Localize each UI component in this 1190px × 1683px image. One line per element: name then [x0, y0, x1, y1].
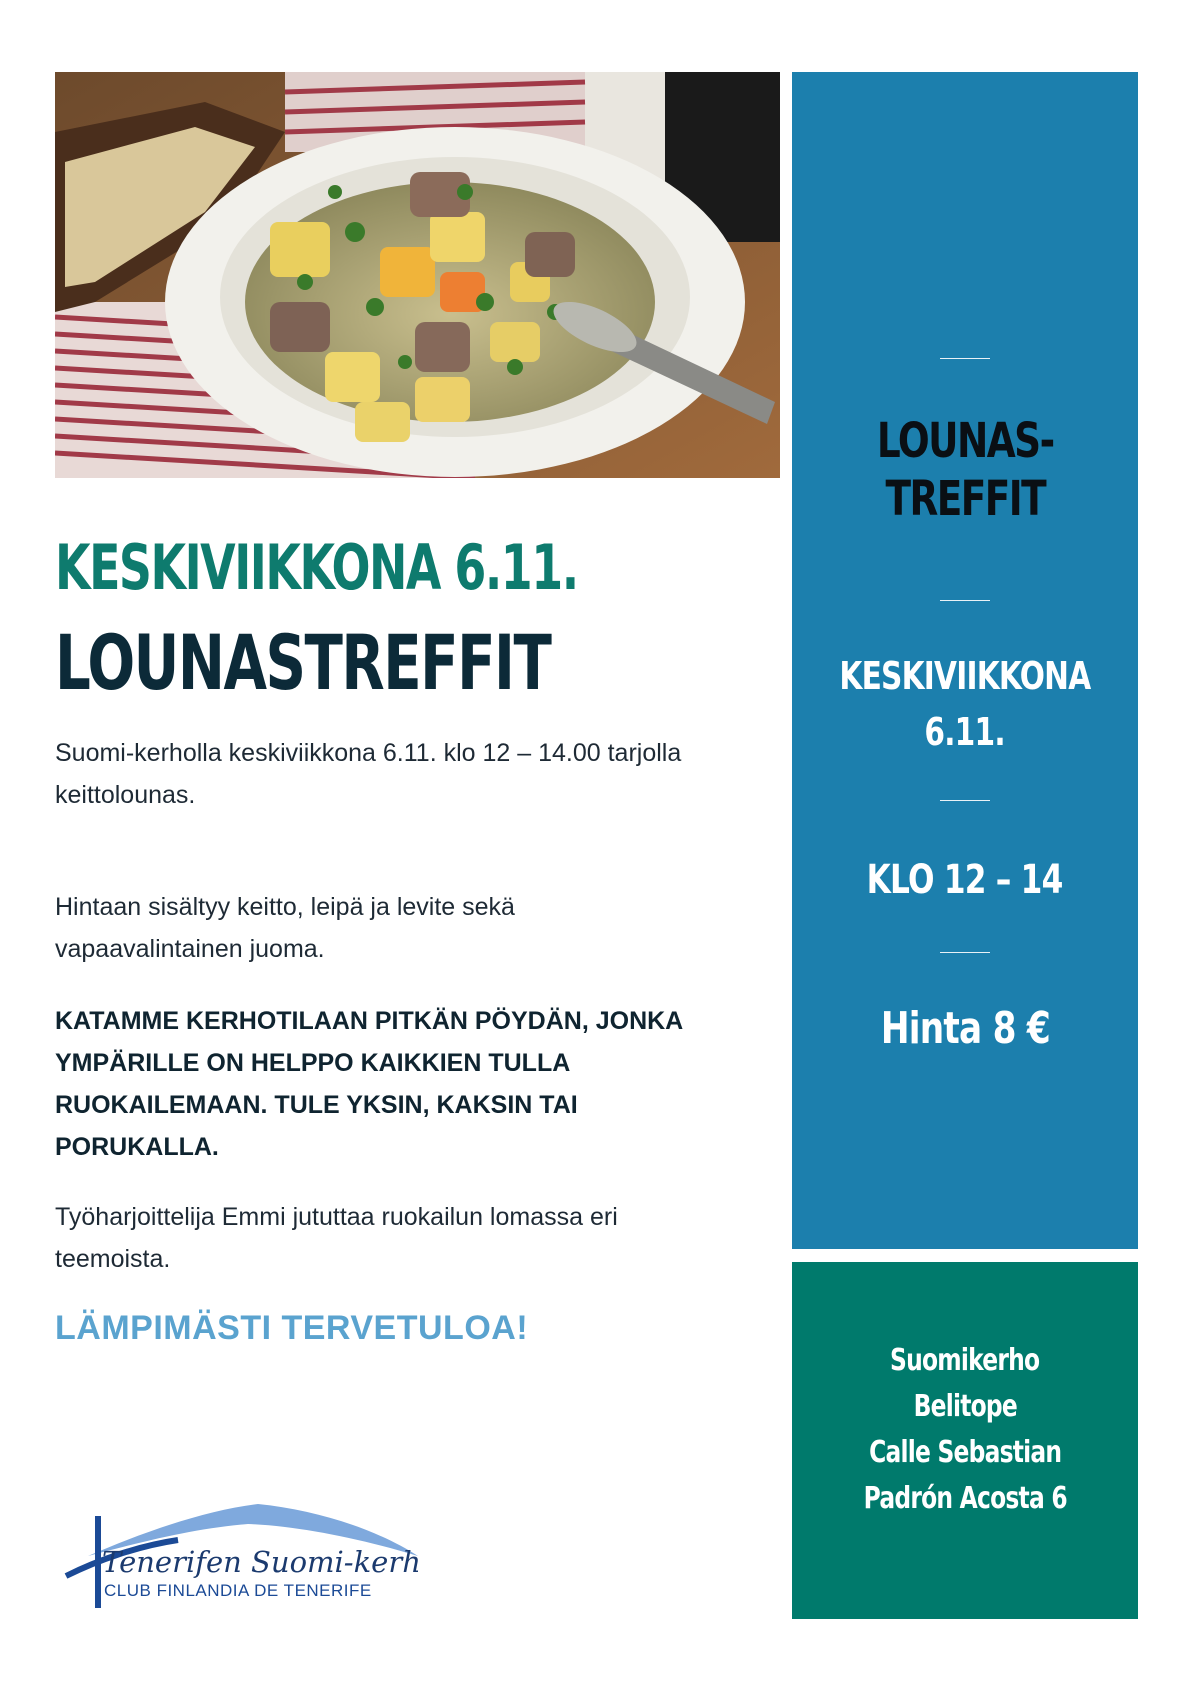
table-line: PORUKALLA.: [55, 1133, 219, 1161]
price-line: Hintaan sisältyy keitto, leipä ja levite sekä: [55, 893, 515, 921]
address-line: Belitope: [913, 1389, 1017, 1424]
location-panel: [792, 1262, 1138, 1619]
intro-line: keittolounas.: [55, 781, 196, 809]
panel-price: [792, 1000, 1138, 1058]
panel-date: [792, 648, 1138, 760]
panel-heading: [792, 412, 1138, 528]
divider: [940, 358, 990, 359]
table-line: KATAMME KERHOTILAAN PITKÄN PÖYDÄN, JONKA: [55, 1007, 684, 1035]
address-line: Calle Sebastian: [868, 1435, 1062, 1470]
welcome-text: LÄMPIMÄSTI TERVETULOA!: [55, 1309, 529, 1347]
divider: [940, 952, 990, 953]
address-line: Suomikerho: [890, 1343, 1040, 1378]
trainee-line: teemoista.: [55, 1245, 171, 1273]
panel-time: [792, 852, 1138, 908]
address-line: Padrón Acosta 6: [863, 1481, 1067, 1516]
event-title-heading: LOUNASTREFFIT: [55, 618, 551, 707]
divider: [940, 800, 990, 801]
table-line: RUOKAILEMAAN. TULE YKSIN, KAKSIN TAI: [55, 1091, 578, 1119]
panel-day: KESKIVIIKKONA: [839, 654, 1091, 698]
panel-date-number: 6.11.: [924, 710, 1006, 754]
intro-line: Suomi-kerholla keskiviikkona 6.11. klo 12 – 14.00 tarjolla: [55, 739, 682, 767]
logo-subtitle: CLUB FINLANDIA DE TENERIFE: [104, 1581, 372, 1600]
panel-price-text: Hinta 8 €: [880, 1003, 1050, 1054]
price-paragraph: [55, 886, 785, 970]
table-line: YMPÄRILLE ON HELPPO KAIKKIEN TULLA: [55, 1049, 571, 1077]
address-block: [792, 1338, 1138, 1522]
club-logo: [58, 1490, 418, 1610]
price-line: vapaavalintainen juoma.: [55, 935, 325, 963]
trainee-paragraph: [55, 1196, 785, 1280]
trainee-line: Työharjoittelija Emmi jututtaa ruokailun lomassa eri: [55, 1203, 618, 1231]
panel-heading-line: LOUNAS-: [876, 413, 1054, 469]
panel-time-text: KLO 12 – 14: [867, 857, 1063, 903]
logo-name: Tenerifen Suomi-kerho: [102, 1545, 418, 1579]
intro-paragraph: [55, 732, 785, 816]
soup-photo: [55, 72, 780, 478]
divider: [940, 600, 990, 601]
panel-heading-line: TREFFIT: [885, 471, 1045, 527]
event-date-heading: KESKIVIIKKONA 6.11.: [55, 531, 578, 604]
mountain-logo-icon: [58, 1490, 418, 1610]
table-paragraph: [55, 1000, 785, 1168]
event-info-panel: [792, 72, 1138, 1249]
soup-bowl-image: [55, 72, 780, 478]
